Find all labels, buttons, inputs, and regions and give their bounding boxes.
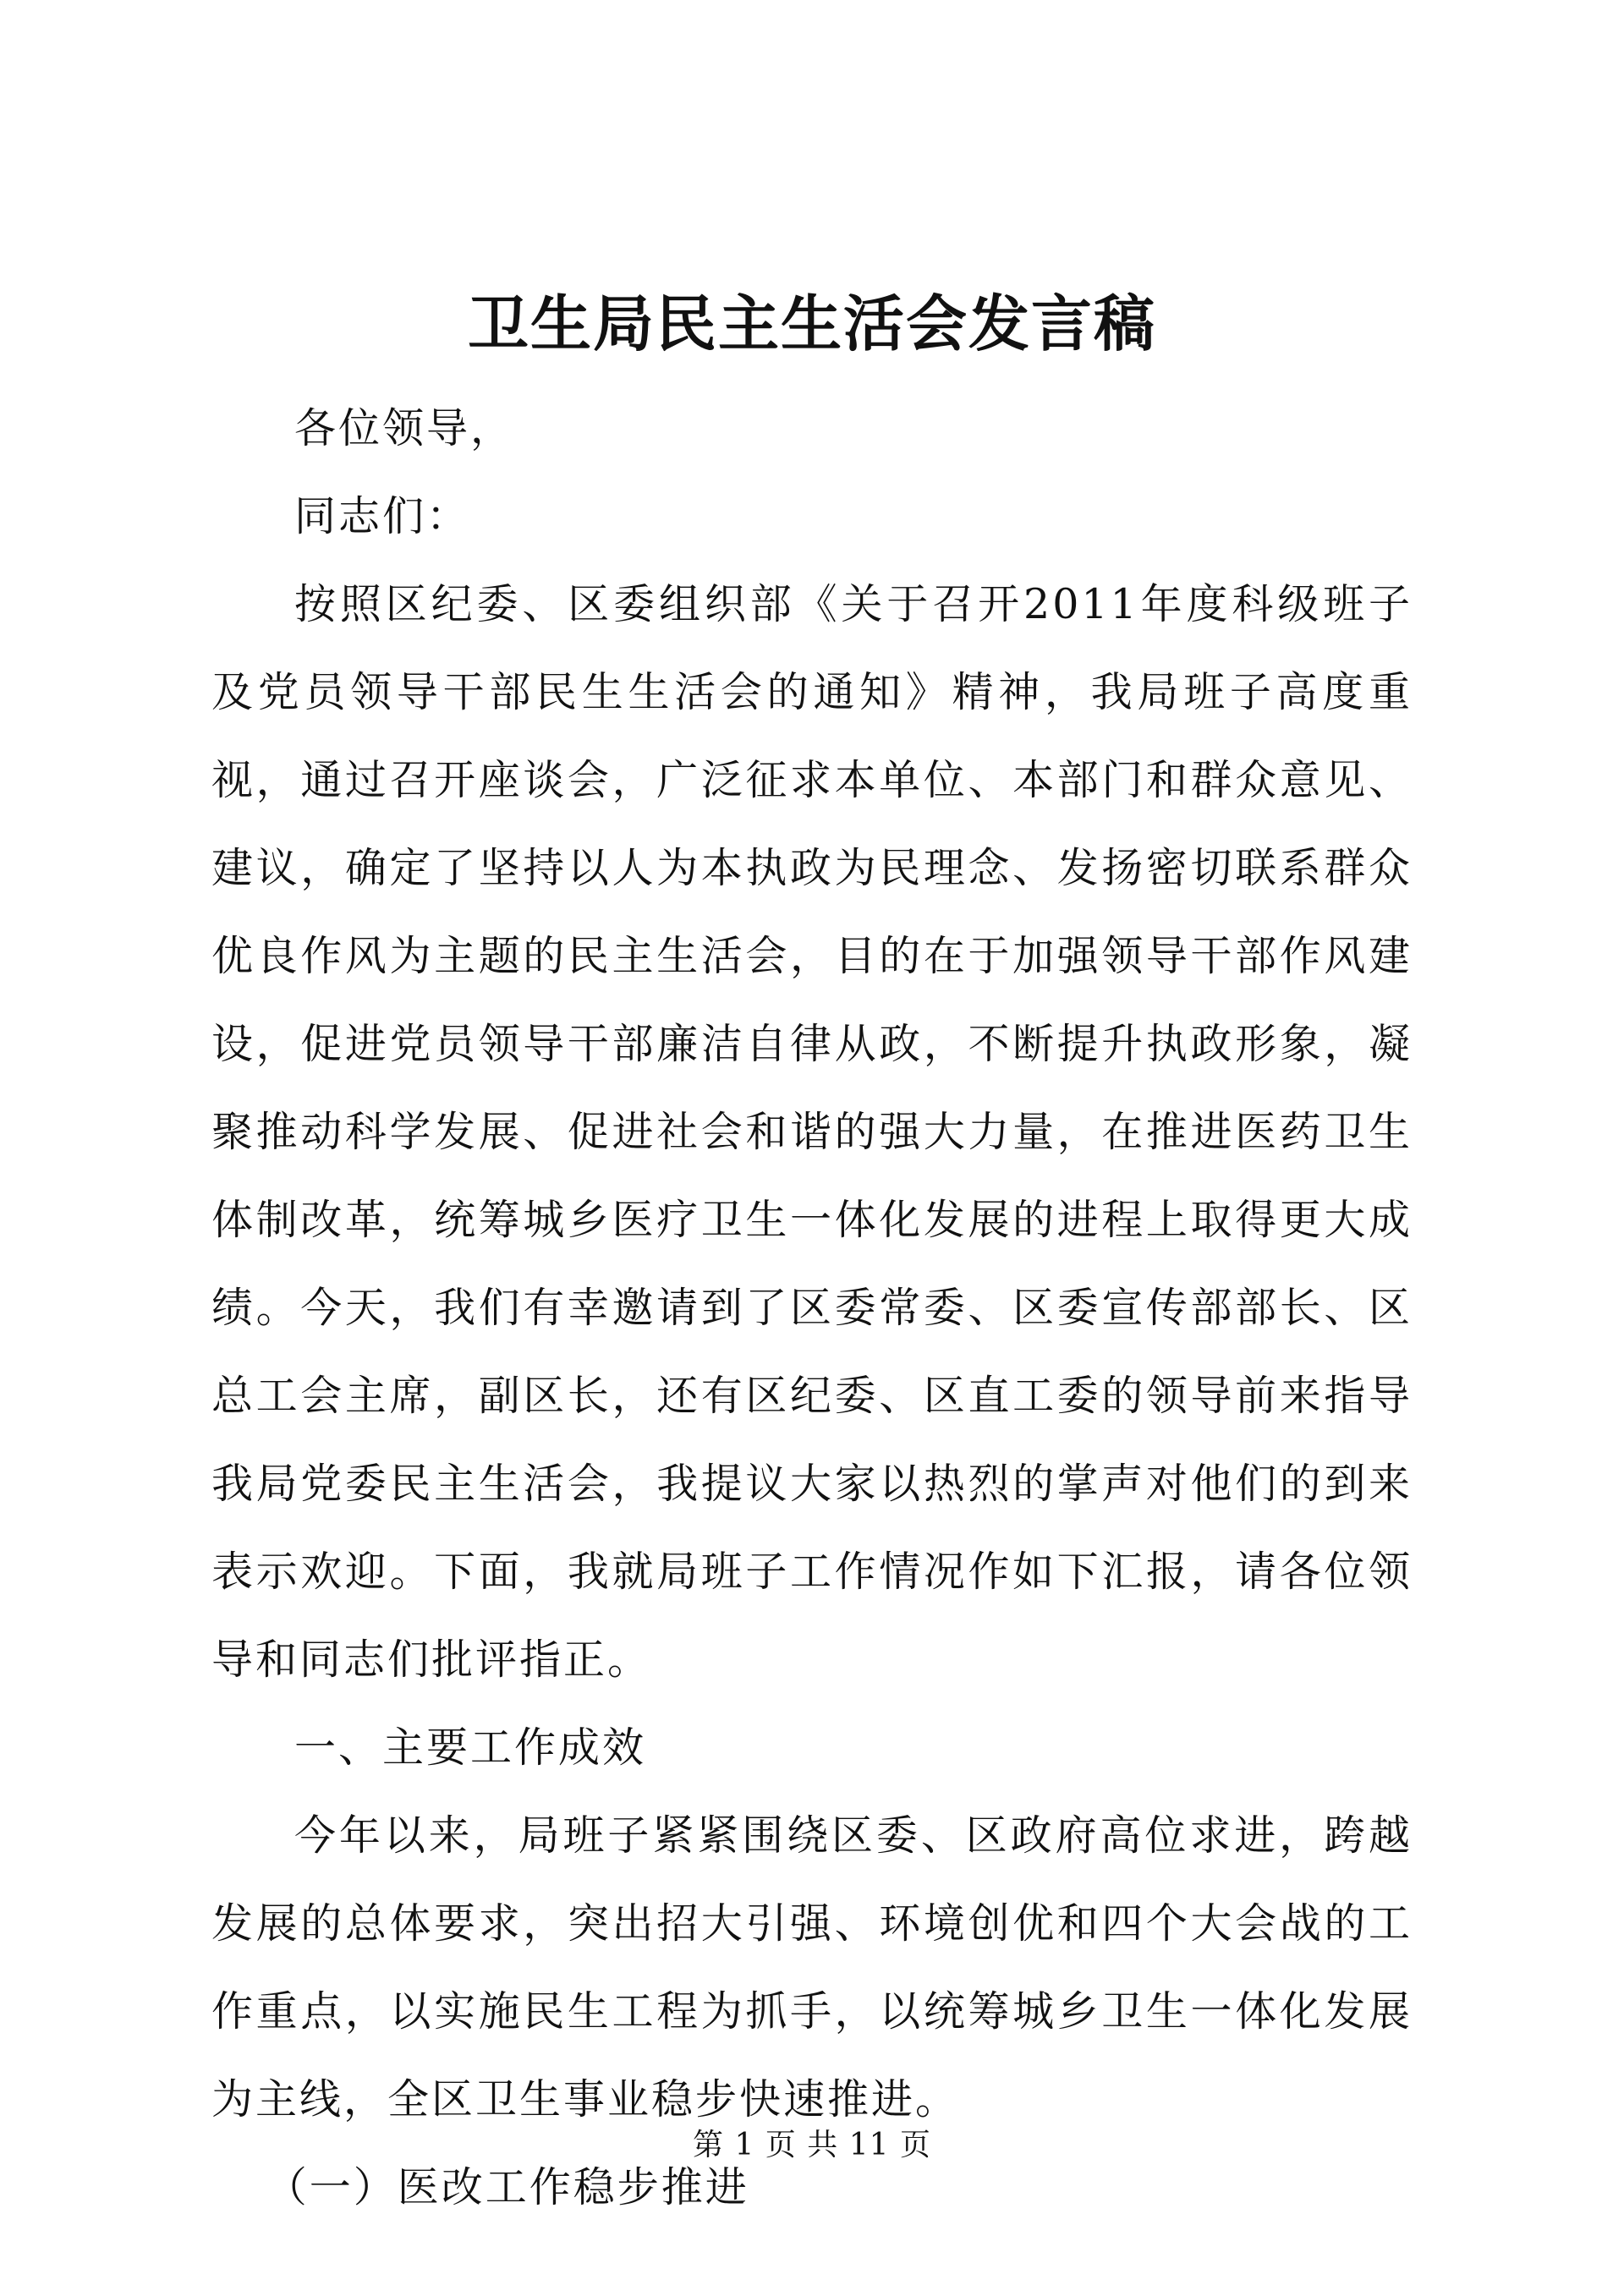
section-heading-main-results: 一、主要工作成效 xyxy=(294,1723,647,1772)
paragraph-overview: 今年以来，局班子紧紧围绕区委、区政府高位求进，跨越发展的总体要求，突出招大引强、环境创优和四个大会战的工作重点，以实施民生工程为抓手，以统筹城乡卫生一体化发展为主线，全区卫生事业稳步快速推进。 xyxy=(211,1811,1413,2123)
greeting-leaders: 各位领导， xyxy=(294,404,515,452)
document-title: 卫生局民主生活会发言稿 xyxy=(467,288,1156,359)
greeting-comrades: 同志们： xyxy=(294,492,471,540)
subsection-heading-medical-reform: （一）医改工作稳步推进 xyxy=(265,2163,749,2211)
paragraph-introduction: 按照区纪委、区委组织部《关于召开2011年度科级班子及党员领导干部民生生活会的通知》精神，我局班子高度重视，通过召开座谈会，广泛征求本单位、本部门和群众意见、建议，确定了坚持以人为本执政为民理念、发扬密切联系群众优良作风为主题的民主生活会，目的在于加强领导干部作风建设，促进党员领导干部廉洁自律从政，不断提升执政形象，凝聚推动科学发展、促进社会和谐的强大力量，在推进医药卫生体制改革，统筹城乡医疗卫生一体化发展的进程上取得更大成绩。今天，我们有幸邀请到了区委常委、区委宣传部部长、区总工会主席，副区长，还有区纪委、区直工委的领导前来指导我局党委民主生活会，我提议大家以热烈的掌声对他们的到来表示欢迎。下面，我就局班子工作情况作如下汇报，请各位领导和同志们批评指正。 xyxy=(211,580,1413,1684)
page-number-footer: 第 1 页 共 11 页 xyxy=(693,2128,931,2162)
document-body xyxy=(211,385,1413,2232)
